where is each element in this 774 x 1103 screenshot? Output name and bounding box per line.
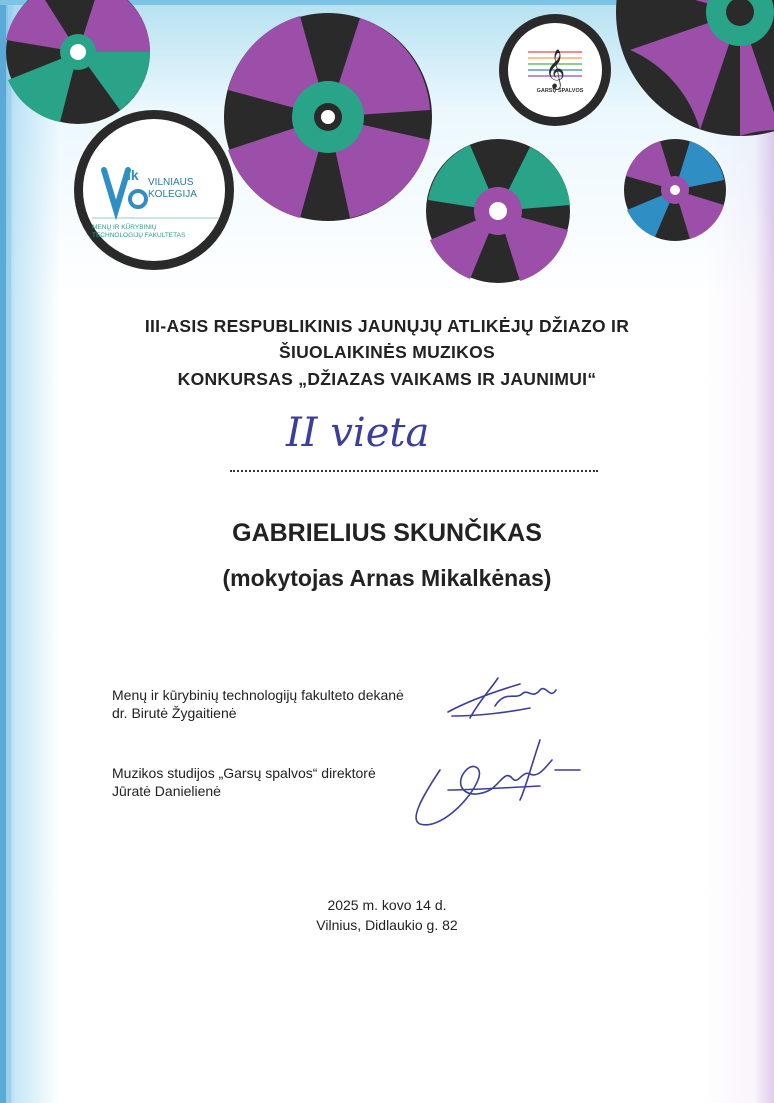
viko-name-line2: KOLEGIJA: [148, 189, 197, 200]
signature-1-icon: [448, 678, 556, 718]
signatory-1-title: Menų ir kūrybinių technologijų fakulteto dekanė: [112, 687, 404, 703]
signatory-2-name: Jūratė Danielienė: [112, 783, 221, 799]
title-line3: KONKURSAS „DŽIAZAS VAIKAMS IR JAUNIMUI“: [177, 369, 597, 389]
footer-date: 2025 m. kovo 14 d.: [327, 897, 447, 913]
recipient-name: GABRIELIUS SKUNČIKAS: [232, 519, 542, 547]
viko-faculty-line1: MENŲ IR KŪRYBINIŲ: [92, 224, 157, 231]
title-line2: ŠIUOLAIKINĖS MUZIKOS: [278, 342, 495, 362]
footer-address: Vilnius, Didlaukio g. 82: [316, 917, 458, 933]
svg-text:ik: ik: [127, 167, 139, 183]
viko-faculty-line2: TECHNOLOGIJŲ FAKULTETAS: [92, 232, 186, 239]
signature-2-icon: [416, 740, 580, 825]
title-line1: III-ASIS RESPUBLIKINIS JAUNŲJŲ ATLIKĖJŲ DŽIAZO IR: [144, 316, 630, 336]
treble-clef-icon: 𝄞: [545, 49, 566, 89]
award-place: II vieta: [286, 410, 430, 456]
viko-name-line1: VILNIAUS: [148, 177, 194, 188]
signatory-1-name: dr. Birutė Žygaitienė: [112, 705, 237, 721]
signatory-2-title: Muzikos studijos „Garsų spalvos“ direktorė: [112, 765, 376, 781]
garsu-spalvos-name: GARSŲ SPALVOS: [536, 88, 584, 94]
recipient-teacher: (mokytojas Arnas Mikalkėnas): [222, 565, 552, 591]
